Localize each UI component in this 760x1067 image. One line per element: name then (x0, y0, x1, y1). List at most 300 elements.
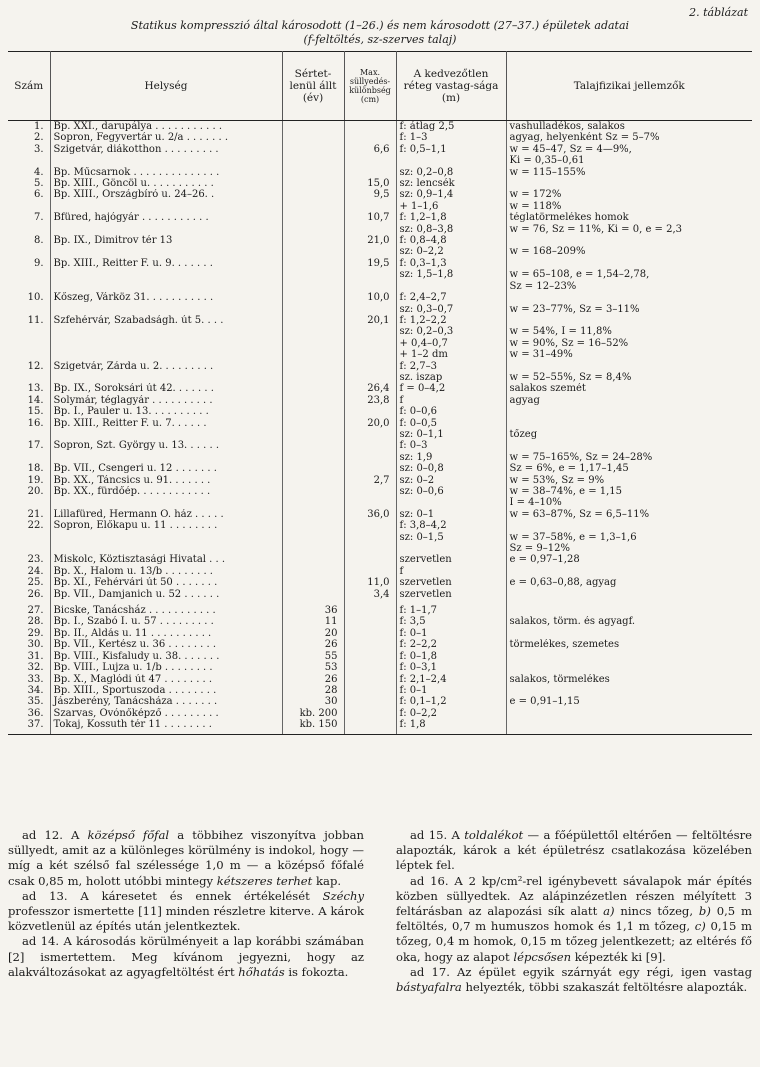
row-number: 14. (8, 395, 50, 406)
row-place: Bp. XIII., Sportuszoda . . . . . . . . (50, 685, 282, 696)
row-number (8, 224, 50, 235)
row-undamaged-years (282, 418, 344, 429)
row-max-settlement (344, 651, 396, 662)
table-row (8, 246, 752, 257)
row-soil-properties (506, 520, 752, 531)
row-number: 23. (8, 554, 50, 565)
row-layer-thickness (396, 155, 506, 166)
row-max-settlement: 11,0 (344, 577, 396, 588)
row-soil-properties: w = 53%, Sz = 9% (509, 474, 605, 486)
row-place: Bp. VII., Csengeri u. 12 . . . . . . . (50, 463, 282, 474)
row-place: Miskolc, Köztisztasági Hivatal . . . (50, 554, 282, 565)
row-number: 12. (8, 361, 50, 372)
row-undamaged-years (282, 281, 344, 292)
row-max-settlement (344, 155, 396, 166)
row-place: Kőszeg, Várköz 31. . . . . . . . . . . (50, 292, 282, 303)
table-row (8, 144, 752, 155)
row-number: 7. (8, 212, 50, 223)
row-soil-properties (506, 589, 752, 600)
row-place (50, 338, 282, 349)
row-soil-properties: w = 65–108, e = 1,54–2,78, (509, 269, 650, 281)
row-undamaged-years (282, 189, 344, 200)
row-max-settlement (344, 326, 396, 337)
table-row (8, 509, 752, 520)
row-layer-thickness (396, 281, 506, 292)
row-undamaged-years (282, 201, 344, 212)
table-row (8, 167, 752, 178)
row-undamaged-years: 26 (282, 639, 344, 650)
row-undamaged-years (282, 532, 344, 543)
row-layer-thickness: sz. iszap (396, 372, 506, 383)
table-row (8, 719, 752, 734)
row-place: Sopron, Fegyvertár u. 2/a . . . . . . . (50, 132, 282, 143)
row-soil-properties (506, 708, 752, 719)
row-number: 37. (8, 719, 50, 734)
row-layer-thickness: sz: 0,8–3,8 (396, 224, 506, 235)
table-row (8, 651, 752, 662)
row-max-settlement (344, 201, 396, 212)
row-place: Bp. I., Pauler u. 13. . . . . . . . . . (50, 406, 282, 417)
row-place: Bp. XX., Táncsics u. 91. . . . . . . (50, 475, 282, 486)
row-soil-properties: salakos szemét (509, 383, 586, 395)
row-max-settlement: 19,5 (344, 258, 396, 269)
row-place: Bp. VIII., Lujza u. 1/b . . . . . . . . (50, 662, 282, 673)
row-place: Bp. XIII., Göncöl u. . . . . . . . . . . (50, 178, 282, 189)
row-soil-properties: törmelékes, szemetes (509, 639, 620, 651)
note-emphasis: középső főfal (87, 828, 170, 842)
row-place: Szfehérvár, Szabadságh. út 5. . . . (50, 315, 282, 326)
row-soil-properties: w = 31–49% (509, 349, 573, 361)
row-number: 6. (8, 189, 50, 200)
row-undamaged-years (282, 520, 344, 531)
row-layer-thickness: f: 3,8–4,2 (396, 520, 506, 531)
row-layer-thickness: f: 0–3,1 (396, 662, 506, 673)
row-soil-properties (506, 418, 752, 429)
row-place: Bp. XXI., darupálya . . . . . . . . . . . (50, 121, 282, 133)
row-place: Lillafüred, Hermann O. ház . . . . . (50, 509, 282, 520)
row-max-settlement: 2,7 (344, 475, 396, 486)
row-max-settlement (344, 463, 396, 474)
row-number: 19. (8, 475, 50, 486)
row-place: Bicske, Tanácsház . . . . . . . . . . . (50, 600, 282, 616)
row-number: 1. (8, 121, 50, 133)
row-layer-thickness (396, 543, 506, 554)
row-max-settlement (344, 566, 396, 577)
row-number (8, 497, 50, 508)
row-place: Bp. VII., Kertész u. 36 . . . . . . . . (50, 639, 282, 650)
row-place: Solymár, téglagyár . . . . . . . . . . (50, 395, 282, 406)
row-number: 35. (8, 696, 50, 707)
row-number: 26. (8, 589, 50, 600)
row-place: Bfüred, hajógyár . . . . . . . . . . . (50, 212, 282, 223)
row-undamaged-years: kb. 200 (282, 708, 344, 719)
row-number: 22. (8, 520, 50, 531)
row-max-settlement (344, 674, 396, 685)
row-layer-thickness: f (396, 395, 506, 406)
row-max-settlement: 20,0 (344, 418, 396, 429)
notes-right-column (396, 828, 752, 995)
row-undamaged-years (282, 292, 344, 303)
row-soil-properties (506, 406, 752, 417)
table-number: 2. táblázat (689, 6, 748, 19)
row-layer-thickness: f: 0,5–1,1 (396, 144, 506, 155)
row-max-settlement (344, 616, 396, 627)
row-undamaged-years (282, 395, 344, 406)
row-layer-thickness: sz: 1,9 (396, 452, 506, 463)
table-row (8, 554, 752, 565)
row-undamaged-years (282, 258, 344, 269)
table-row (8, 224, 752, 235)
table-row (8, 361, 752, 372)
row-place (50, 281, 282, 292)
row-number (8, 349, 50, 360)
row-soil-properties: e = 0,97–1,28 (509, 554, 580, 566)
table-row (8, 662, 752, 673)
row-layer-thickness: sz: lencsék (396, 178, 506, 189)
row-place: Bp. VIII., Kisfaludy u. 38. . . . . . . (50, 651, 282, 662)
row-number: 27. (8, 600, 50, 616)
note-emphasis: a) (603, 904, 615, 919)
row-number (8, 532, 50, 543)
row-soil-properties: Sz = 6%, e = 1,17–1,45 (509, 463, 629, 475)
row-soil-properties (506, 315, 752, 326)
row-layer-thickness: sz: 0–1 (396, 509, 506, 520)
row-layer-thickness: sz: 0–2 (396, 475, 506, 486)
row-undamaged-years (282, 486, 344, 497)
row-soil-properties: e = 0,63–0,88, agyag (509, 577, 617, 589)
row-layer-thickness: f: 0,3–1,3 (396, 258, 506, 269)
table-row (8, 520, 752, 531)
row-place: Bp. XIII., Országbíró u. 24–26. . (50, 189, 282, 200)
row-layer-thickness: + 0,4–0,7 (396, 338, 506, 349)
row-number (8, 201, 50, 212)
row-layer-thickness: sz: 0–1,5 (396, 532, 506, 543)
row-undamaged-years (282, 304, 344, 315)
table-row (8, 463, 752, 474)
table-row (8, 178, 752, 189)
row-number (8, 338, 50, 349)
row-layer-thickness: f: 0–1,8 (396, 651, 506, 662)
row-layer-thickness: szervetlen (396, 554, 506, 565)
row-soil-properties (506, 292, 752, 303)
note-paragraph: ad 13. A káresetet és ennek értékelését Széchy professzor ismertette [11] minden részletre kiterve. A károk közvetlenül az építés után jelentkeztek. (8, 888, 364, 934)
row-layer-thickness: f = 0–4,2 (396, 383, 506, 394)
row-number (8, 326, 50, 337)
row-layer-thickness: szervetlen (396, 577, 506, 588)
row-number: 2. (8, 132, 50, 143)
row-undamaged-years (282, 463, 344, 474)
row-max-settlement (344, 121, 396, 133)
row-soil-properties: w = 76, Sz = 11%, Ki = 0, e = 2,3 (509, 223, 682, 235)
row-soil-properties: w = 63–87%, Sz = 6,5–11% (509, 508, 650, 520)
row-soil-properties: w = 115–155% (509, 166, 586, 178)
row-undamaged-years (282, 372, 344, 383)
row-soil-properties: agyag, helyenként Sz = 5–7% (509, 132, 660, 144)
row-number: 29. (8, 628, 50, 639)
table-row (8, 600, 752, 616)
row-number: 4. (8, 167, 50, 178)
header-sertetlen: Sértet-lenül állt (év) (282, 52, 344, 121)
row-max-settlement (344, 167, 396, 178)
table-row (8, 132, 752, 143)
row-number: 34. (8, 685, 50, 696)
row-place (50, 532, 282, 543)
table-row (8, 189, 752, 200)
row-layer-thickness: f: 0,1–1,2 (396, 696, 506, 707)
row-undamaged-years: 55 (282, 651, 344, 662)
row-max-settlement (344, 520, 396, 531)
row-undamaged-years: 53 (282, 662, 344, 673)
row-number: 31. (8, 651, 50, 662)
note-emphasis: kétszeres terhet (216, 873, 313, 888)
row-number: 15. (8, 406, 50, 417)
row-number: 16. (8, 418, 50, 429)
row-max-settlement (344, 269, 396, 280)
note-emphasis: bástyafalra (396, 980, 462, 995)
row-undamaged-years (282, 429, 344, 440)
row-place: Bp. XIII., Reitter F. u. 9. . . . . . . (50, 258, 282, 269)
row-undamaged-years: 20 (282, 628, 344, 639)
header-reteg: A kedvezőtlen réteg vastag-sága (m) (396, 52, 506, 121)
row-soil-properties (506, 628, 752, 639)
table-row (8, 201, 752, 212)
row-number: 28. (8, 616, 50, 627)
table-row (8, 486, 752, 497)
row-place: Sopron, Előkapu u. 11 . . . . . . . . (50, 520, 282, 531)
table-row (8, 543, 752, 554)
table-caption-legend: (f-feltöltés, sz-szerves talaj) (303, 33, 457, 46)
row-number: 17. (8, 440, 50, 451)
row-undamaged-years: kb. 150 (282, 719, 344, 734)
table-caption: Statikus kompresszió által károsodott (1–26.) és nem károsodott (27–37.) épületek adatai (130, 19, 630, 32)
row-number (8, 372, 50, 383)
row-number: 24. (8, 566, 50, 577)
table-row (8, 212, 752, 223)
row-soil-properties: w = 168–209% (509, 246, 586, 258)
row-soil-properties: I = 4–10% (509, 497, 562, 509)
row-max-settlement: 23,8 (344, 395, 396, 406)
row-undamaged-years (282, 440, 344, 451)
table-row (8, 372, 752, 383)
row-layer-thickness: f: 3,5 (396, 616, 506, 627)
row-number: 20. (8, 486, 50, 497)
row-layer-thickness: f: 2,7–3 (396, 361, 506, 372)
table-row (8, 235, 752, 246)
row-layer-thickness: f: 0,8–4,8 (396, 235, 506, 246)
row-undamaged-years (282, 452, 344, 463)
table-row (8, 326, 752, 337)
row-place: Bp. IX., Soroksári út 42. . . . . . . (50, 383, 282, 394)
row-soil-properties (506, 662, 752, 673)
row-number (8, 304, 50, 315)
row-number: 25. (8, 577, 50, 588)
row-layer-thickness: f: 0–0,6 (396, 406, 506, 417)
row-layer-thickness: f (396, 566, 506, 577)
row-layer-thickness: + 1–1,6 (396, 201, 506, 212)
table-row (8, 628, 752, 639)
row-number (8, 269, 50, 280)
row-soil-properties: salakos, törm. és agyagf. (509, 616, 636, 628)
table-row (8, 395, 752, 406)
row-place: Tokaj, Kossuth tér 11 . . . . . . . . (50, 719, 282, 734)
row-soil-properties: w = 90%, Sz = 16–52% (509, 337, 629, 349)
row-undamaged-years (282, 589, 344, 600)
header-helyseg: Helység (50, 52, 282, 121)
row-soil-properties (506, 685, 752, 696)
row-place (50, 155, 282, 166)
row-layer-thickness: sz: 1,5–1,8 (396, 269, 506, 280)
row-max-settlement: 9,5 (344, 189, 396, 200)
row-layer-thickness: f: 0–0,5 (396, 418, 506, 429)
note-paragraph: ad 17. Az épület egyik szárnyát egy régi, igen vastag bástyafalra helyezték, többi szakaszát feltöltésre alapozták. (396, 964, 752, 995)
row-number: 3. (8, 144, 50, 155)
row-layer-thickness: szervetlen (396, 589, 506, 600)
row-undamaged-years (282, 349, 344, 360)
row-undamaged-years (282, 212, 344, 223)
row-layer-thickness: f: 1–3 (396, 132, 506, 143)
row-undamaged-years (282, 475, 344, 486)
row-undamaged-years (282, 361, 344, 372)
row-place: Bp. XIII., Reitter F. u. 7. . . . . . (50, 418, 282, 429)
row-soil-properties (506, 600, 752, 616)
header-talaj: Talajfizikai jellemzők (506, 52, 752, 121)
row-place (50, 246, 282, 257)
row-soil-properties: w = 52–55%, Sz = 8,4% (509, 371, 632, 383)
table-row (8, 429, 752, 440)
row-undamaged-years: 28 (282, 685, 344, 696)
row-undamaged-years (282, 543, 344, 554)
row-max-settlement (344, 543, 396, 554)
row-layer-thickness: f: 1,2–2,2 (396, 315, 506, 326)
row-max-settlement (344, 685, 396, 696)
row-max-settlement (344, 224, 396, 235)
row-soil-properties (506, 178, 752, 189)
row-undamaged-years (282, 406, 344, 417)
table-row (8, 440, 752, 451)
row-soil-properties: w = 118% (509, 200, 562, 212)
header-szam: Szám (8, 52, 50, 121)
row-max-settlement (344, 532, 396, 543)
row-max-settlement: 26,4 (344, 383, 396, 394)
table-row (8, 418, 752, 429)
row-max-settlement (344, 372, 396, 383)
row-soil-properties: w = 172% (509, 189, 562, 201)
row-max-settlement (344, 719, 396, 734)
table-row (8, 269, 752, 280)
row-place (50, 349, 282, 360)
data-table (8, 51, 752, 735)
row-number: 33. (8, 674, 50, 685)
row-place: Bp. XI., Fehérvári út 50 . . . . . . . (50, 577, 282, 588)
row-place: Bp. X., Halom u. 13/b . . . . . . . . (50, 566, 282, 577)
row-undamaged-years (282, 178, 344, 189)
row-layer-thickness: sz: 0,2–0,3 (396, 326, 506, 337)
row-number: 13. (8, 383, 50, 394)
row-max-settlement (344, 406, 396, 417)
row-layer-thickness: sz: 0–0,8 (396, 463, 506, 474)
row-layer-thickness: f: 2,4–2,7 (396, 292, 506, 303)
row-number: 21. (8, 509, 50, 520)
table-row (8, 338, 752, 349)
row-max-settlement (344, 486, 396, 497)
row-soil-properties: w = 23–77%, Sz = 3–11% (509, 303, 640, 315)
note-emphasis: lépcsősen (513, 949, 572, 964)
row-number: 32. (8, 662, 50, 673)
row-undamaged-years (282, 269, 344, 280)
row-place: Jászberény, Tanácsháza . . . . . . . (50, 696, 282, 707)
row-max-settlement (344, 281, 396, 292)
row-max-settlement: 36,0 (344, 509, 396, 520)
row-number: 18. (8, 463, 50, 474)
table-row (8, 349, 752, 360)
row-undamaged-years (282, 167, 344, 178)
row-layer-thickness: sz: 0–1,1 (396, 429, 506, 440)
row-max-settlement (344, 554, 396, 565)
row-number: 36. (8, 708, 50, 719)
row-soil-properties: téglatörmelékes homok (509, 212, 629, 224)
row-place: Szarvas, Óvónőképző . . . . . . . . . (50, 708, 282, 719)
table-row (8, 155, 752, 166)
row-layer-thickness: f: átlag 2,5 (396, 121, 506, 133)
table-row (8, 532, 752, 543)
row-max-settlement (344, 696, 396, 707)
row-max-settlement (344, 452, 396, 463)
row-place: Bp. IX., Dimitrov tér 13 (50, 235, 282, 246)
row-max-settlement (344, 497, 396, 508)
row-undamaged-years (282, 235, 344, 246)
row-undamaged-years (282, 326, 344, 337)
table-row (8, 452, 752, 463)
row-layer-thickness: sz: 0,9–1,4 (396, 189, 506, 200)
row-soil-properties (506, 440, 752, 451)
row-max-settlement: 21,0 (344, 235, 396, 246)
row-layer-thickness: sz: 0,3–0,7 (396, 304, 506, 315)
note-emphasis: Széchy (322, 888, 364, 903)
row-soil-properties: tőzeg (509, 428, 538, 440)
note-paragraph: ad 15. A toldalékot — a főépülettől eltérően — feltöltésre alapozták, károk a két épületrész csatlakozása közelében léptek fel. (396, 828, 752, 873)
row-number (8, 543, 50, 554)
row-number (8, 155, 50, 166)
row-soil-properties: agyag (509, 394, 540, 406)
row-soil-properties: vashulladékos, salakos (509, 121, 625, 132)
row-number: 5. (8, 178, 50, 189)
table-header-row (8, 52, 752, 121)
row-place: Bp. VII., Damjanich u. 52 . . . . . . (50, 589, 282, 600)
row-soil-properties (506, 235, 752, 246)
row-max-settlement: 10,7 (344, 212, 396, 223)
row-place: Bp. X., Maglódi út 47 . . . . . . . . (50, 674, 282, 685)
row-place: Szigetvár, Zárda u. 2. . . . . . . . . (50, 361, 282, 372)
table-row (8, 281, 752, 292)
row-number: 8. (8, 235, 50, 246)
row-place (50, 269, 282, 280)
row-max-settlement (344, 246, 396, 257)
table-row (8, 616, 752, 627)
row-soil-properties (506, 566, 752, 577)
row-max-settlement (344, 662, 396, 673)
note-paragraph: ad 14. A károsodás körülményeit a lap korábbi számában [2] ismertettem. Meg kívánom jegyezni, hogy az alakváltozásokat az agyagfeltöltést ért hőhatás is fokozta. (8, 934, 364, 979)
table-row (8, 696, 752, 707)
table-row (8, 685, 752, 696)
row-layer-thickness: sz: 0,2–0,8 (396, 167, 506, 178)
row-undamaged-years: 30 (282, 696, 344, 707)
row-soil-properties (506, 651, 752, 662)
row-layer-thickness: sz: 0–0,6 (396, 486, 506, 497)
table-row (8, 406, 752, 417)
row-max-settlement: 20,1 (344, 315, 396, 326)
note-emphasis: b) (698, 904, 711, 919)
row-max-settlement (344, 132, 396, 143)
